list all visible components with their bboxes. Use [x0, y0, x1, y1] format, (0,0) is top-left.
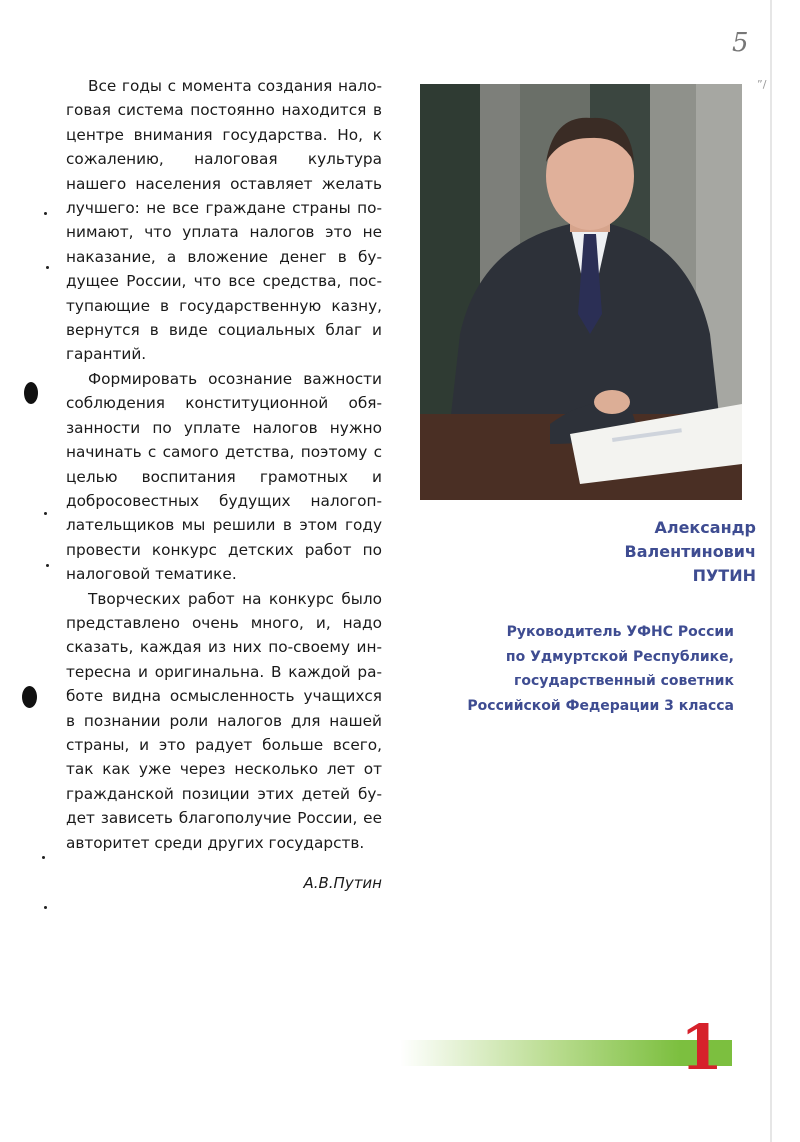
- scan-speck: [44, 212, 47, 215]
- last-name: ПУТИН: [692, 566, 756, 585]
- person-name: [500, 516, 756, 588]
- signature: А.В.Путин: [303, 874, 382, 892]
- scan-speck: [44, 906, 47, 909]
- punch-hole-bottom: [22, 686, 37, 708]
- handwritten-page-number: 5: [732, 28, 749, 58]
- paragraph-2: Формировать осознание важности соблюдения конституционной обязанности по уплате налогов нужно начинать с самого детства, поэтому с целью воспитания грамотных и добросовестных будущих налогоплательщиков мы решили в этом году провести конкурс детских работ по налоговой тематике.: [66, 369, 382, 584]
- position-line: Российской Федерации 3 класса: [467, 697, 734, 714]
- first-name: Александр: [654, 518, 756, 537]
- person-position: [438, 620, 734, 718]
- position-line: государственный советник: [514, 673, 734, 689]
- paragraph-1: Все годы с момента создания налоговая система постоянно находится в центре внимания государства. Но, к сожалению, налоговая культура нашего населения оставляет желать лучшего: не все граждане страны понимают, что уплата налогов это не наказание, а вложение денег в будущее России, что все средства, поступающие в государственную казну, вернутся в виде социальных благ и гарантий.: [66, 77, 382, 364]
- position-line: по Удмуртской Республике,: [505, 648, 734, 665]
- scan-speck: [46, 564, 49, 567]
- page-number: 1: [680, 1011, 724, 1084]
- scan-speck: [46, 266, 49, 269]
- article-body: [66, 74, 382, 855]
- paragraph-3: Творческих работ на конкурс было представлено очень много, и, надо сказать, каждая из них по-своему интересна и оригинальна. В каждой работе видна осмысленность учащихся в познании роли налогов для нашей страны, и это радует больше всего, так как уже через несколько лет от гражданской позиции этих детей будет зависеть благополучие России, ее авторитет среди других государств.: [66, 589, 382, 852]
- footer-green-bar: [400, 1040, 680, 1066]
- patronymic: Валентинович: [624, 542, 756, 561]
- portrait-photo: [420, 84, 742, 500]
- page-edge: [770, 0, 772, 1142]
- corner-mark: ”/: [757, 78, 767, 91]
- scan-speck: [42, 856, 45, 859]
- position-line: Руководитель УФНС России: [506, 624, 734, 640]
- punch-hole-top: [24, 382, 38, 404]
- scan-speck: [44, 512, 47, 515]
